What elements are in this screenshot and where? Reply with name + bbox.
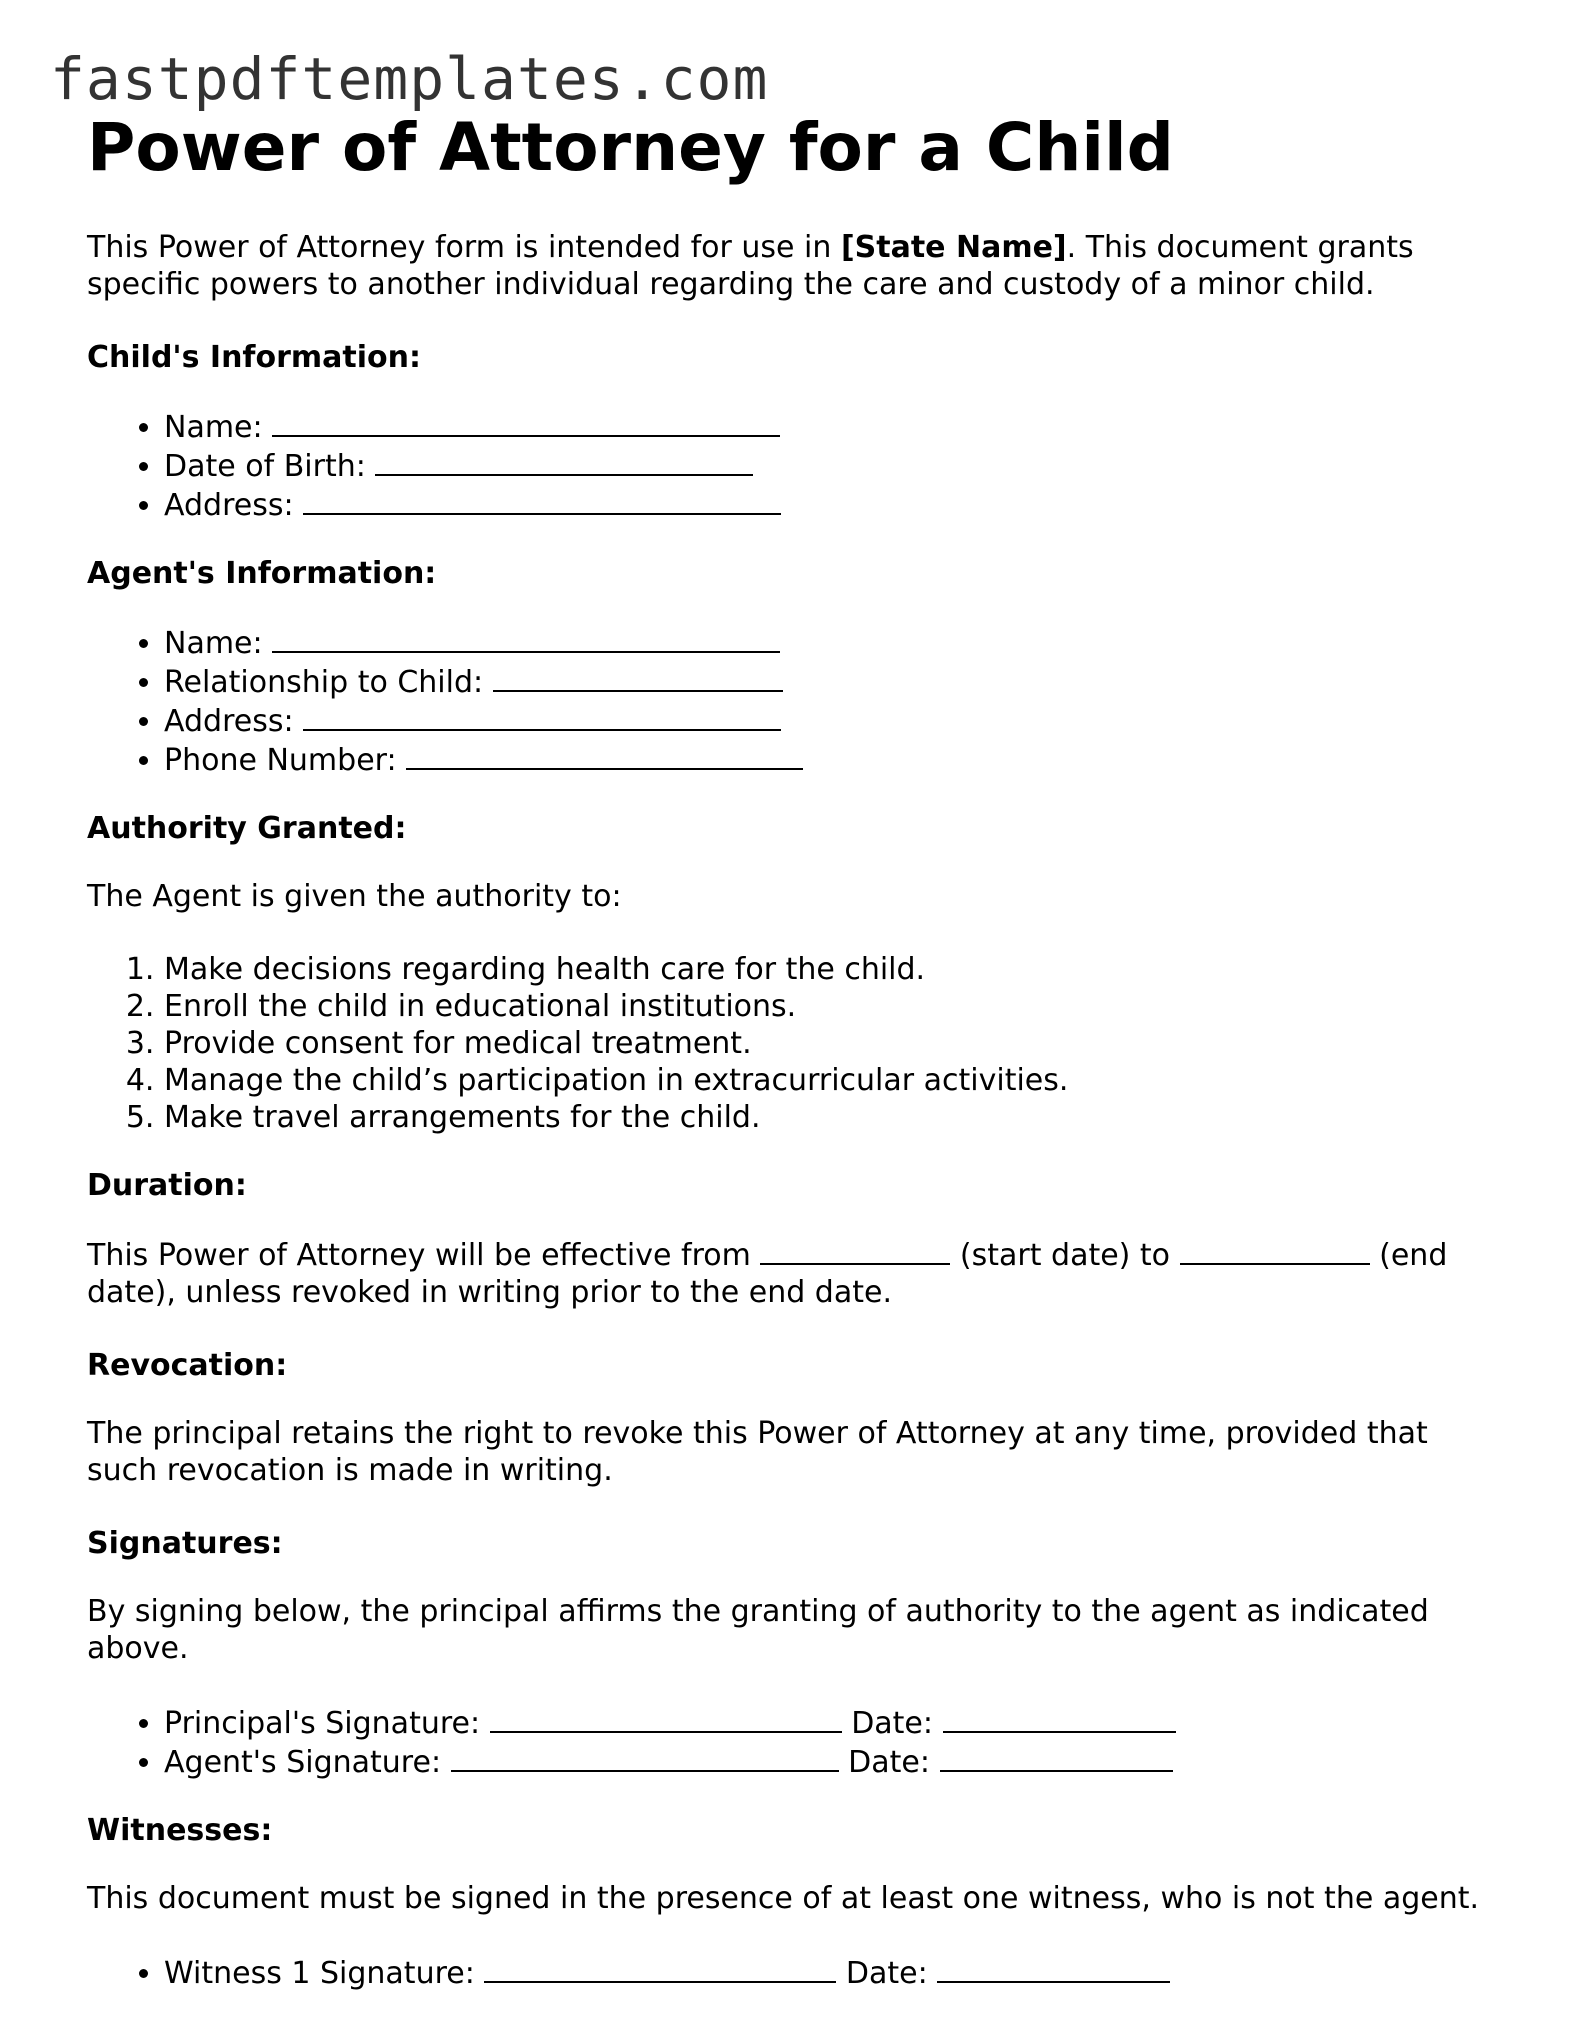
agent-relationship-item bbox=[164, 662, 1487, 701]
authority-item: 5. Make travel arrangements for the child. bbox=[164, 1099, 1487, 1136]
watermark-text: fastpdftemplates.com bbox=[50, 45, 769, 113]
duration-paragraph bbox=[87, 1235, 1487, 1311]
agent-phone-item bbox=[164, 740, 1487, 779]
witnesses-heading: Witnesses: bbox=[87, 1813, 273, 1849]
signatures-list bbox=[87, 1703, 1487, 1781]
agent-info-heading: Agent's Information: bbox=[87, 556, 437, 592]
agent-name-field[interactable] bbox=[272, 623, 780, 653]
agent-address-field[interactable] bbox=[303, 701, 781, 731]
authority-item: 3. Provide consent for medical treatment. bbox=[164, 1025, 1487, 1062]
intro-paragraph bbox=[87, 229, 1487, 303]
agent-name-item bbox=[164, 623, 1487, 662]
state-name-placeholder: [State Name] bbox=[840, 230, 1067, 266]
authority-heading: Authority Granted: bbox=[87, 811, 407, 847]
child-info-heading: Child's Information: bbox=[87, 340, 421, 376]
principal-date-field[interactable] bbox=[943, 1703, 1176, 1733]
agent-phone-field[interactable] bbox=[406, 740, 803, 770]
agent-relationship-field[interactable] bbox=[493, 662, 783, 692]
revocation-heading: Revocation: bbox=[87, 1348, 288, 1384]
agent-date-label: Date: bbox=[848, 1745, 930, 1781]
agent-signature-label: Agent's Signature: bbox=[164, 1745, 442, 1781]
start-date-field[interactable] bbox=[760, 1235, 950, 1265]
child-name-label: Name: bbox=[164, 410, 263, 446]
intro-text-after: . This document grants specific powers to another individual regarding the care and custody of a minor child. bbox=[87, 230, 1414, 303]
child-address-label: Address: bbox=[164, 488, 294, 524]
witness1-signature-label: Witness 1 Signature: bbox=[164, 1956, 475, 1992]
child-address-item bbox=[164, 485, 1487, 524]
witness1-date-field[interactable] bbox=[937, 1953, 1170, 1983]
agent-address-label: Address: bbox=[164, 704, 294, 740]
authority-item: 2. Enroll the child in educational institutions. bbox=[164, 988, 1487, 1025]
authority-item: 4. Manage the child’s participation in extracurricular activities. bbox=[164, 1062, 1487, 1099]
intro-text-before: This Power of Attorney form is intended for use in bbox=[87, 230, 841, 266]
agent-relationship-label: Relationship to Child: bbox=[164, 665, 484, 701]
page-title: Power of Attorney for a Child bbox=[87, 109, 1174, 186]
witness1-signature-item bbox=[164, 1953, 1487, 1992]
principal-signature-field[interactable] bbox=[490, 1703, 842, 1733]
agent-phone-label: Phone Number: bbox=[164, 743, 397, 779]
agent-signature-field[interactable] bbox=[451, 1742, 839, 1772]
witness1-date-label: Date: bbox=[845, 1956, 928, 1992]
child-dob-field[interactable] bbox=[375, 446, 753, 476]
principal-date-label: Date: bbox=[851, 1706, 933, 1742]
duration-text-1: This Power of Attorney will be effective from bbox=[87, 1238, 751, 1274]
child-info-list bbox=[87, 407, 1487, 524]
authority-item: 1. Make decisions regarding health care for the child. bbox=[164, 951, 1487, 988]
document-body bbox=[87, 108, 1487, 2023]
child-dob-label: Date of Birth: bbox=[164, 449, 366, 485]
agent-info-list bbox=[87, 623, 1487, 779]
principal-signature-item bbox=[164, 1703, 1487, 1742]
duration-text-2: (start date) to bbox=[959, 1238, 1171, 1274]
duration-heading: Duration: bbox=[87, 1168, 247, 1204]
end-date-field[interactable] bbox=[1180, 1235, 1370, 1265]
revocation-paragraph: The principal retains the right to revoke this Power of Attorney at any time, provided that such revocation is made in writing. bbox=[87, 1416, 1428, 1489]
principal-signature-label: Principal's Signature: bbox=[164, 1706, 481, 1742]
authority-intro: The Agent is given the authority to: bbox=[87, 879, 622, 915]
witnesses-list bbox=[87, 1953, 1487, 1992]
agent-name-label: Name: bbox=[164, 626, 263, 662]
authority-list bbox=[87, 951, 1487, 1136]
signatures-heading: Signatures: bbox=[87, 1526, 283, 1562]
agent-signature-item bbox=[164, 1742, 1487, 1781]
agent-address-item bbox=[164, 701, 1487, 740]
signatures-paragraph: By signing below, the principal affirms the granting of authority to the agent as indicated above. bbox=[87, 1594, 1429, 1667]
child-address-field[interactable] bbox=[303, 485, 781, 515]
witness1-signature-field[interactable] bbox=[484, 1953, 836, 1983]
child-dob-item bbox=[164, 446, 1487, 485]
child-name-item bbox=[164, 407, 1487, 446]
child-name-field[interactable] bbox=[272, 407, 780, 437]
witnesses-paragraph: This document must be signed in the presence of at least one witness, who is not the agent. bbox=[87, 1881, 1480, 1917]
duration-text-3: (end date), unless revoked in writing prior to the end date. bbox=[87, 1238, 1448, 1311]
agent-date-field[interactable] bbox=[940, 1742, 1173, 1772]
